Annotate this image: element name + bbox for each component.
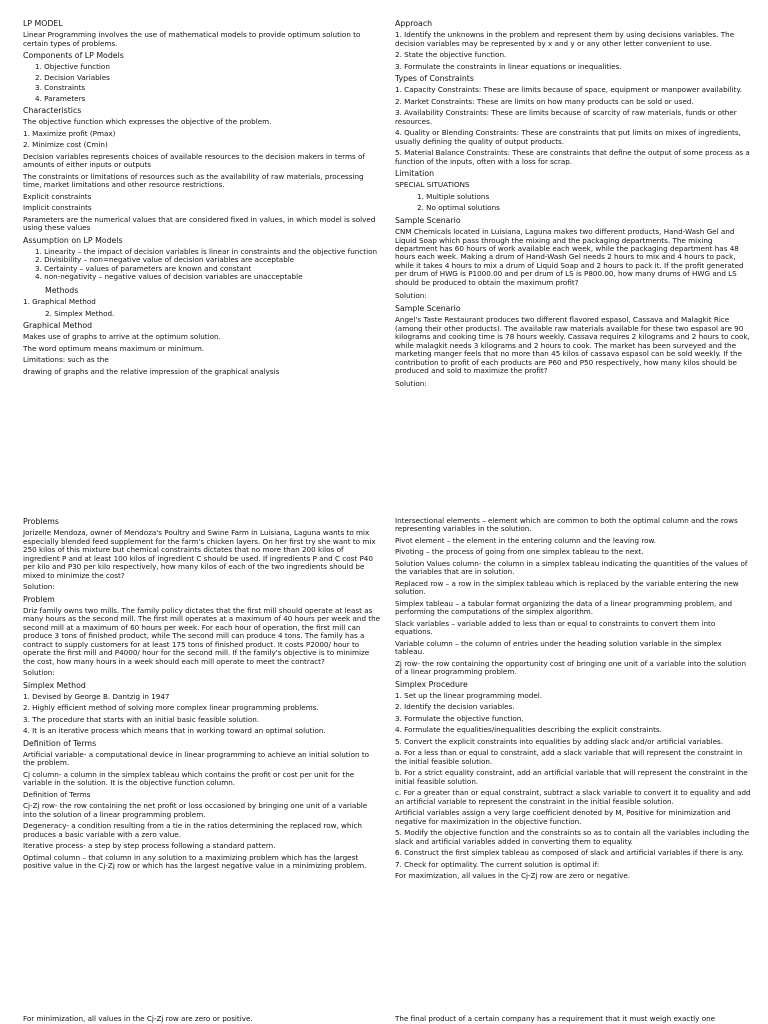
constraints-text: The constraints or limitations of resources such as the availability of raw materials, processing time, market limitations and other resource restrictions. [23,171,364,190]
slack-variables-text: Slack variables – variable added to less than or equal to constraints to convert them into equations. [395,618,716,637]
problem2-text: Driz family owns two mills. The family policy dictates that the first mill should operate at least as many hours as the second mill. The first mill operates at a maximum of 40 hours per week and the second mill at a maximum of 60 hours per week. For each hour of operation, the first mill can produce 3 tons of finished product, while The second mill can produce 4 tons. The family has a contract to supply customers for at least 175 tons of finished product. It costs P2000/ hour to operate the first mill and P4000/ hour for the second mill. If the family's objective is to minimize the cost, how many hours in a week should each mill operate to meet the contract? [23,605,381,666]
iterative-text: Iterative process- a step by step process following a standard pattern. [23,841,276,851]
assumptions-list [35,248,381,282]
maximize-text: 1. Maximize profit (Pmax) [23,128,116,138]
methods-heading: Methods [45,285,79,295]
procedure-step: 1. Set up the linear programming model. [395,690,543,700]
degeneracy-text: Degeneracy- a condition resulting from a tie in the ratios determining the replaced row, which produces a basic variable with a zero value. [23,821,362,839]
assumption-heading: Assumption on LP Models [23,235,123,245]
artificial-variable-text: Artificial variable- a computational device in linear programming to achieve an initial solution to the problem. [23,749,370,768]
lp-model-section [23,19,381,379]
cj-column-text: Cj column- a column in the simplex tableau which contains the profit or cost per unit for the variable in the solution. It is the objective function column. [23,769,355,788]
replaced-row-text: Replaced row – a row in the simplex tableau which is replaced by the variable entering the new solution. [395,578,739,597]
cjzj-row-text: Cj-Zj row- the row containing the net profit or loss occasioned by bringing one unit of a variable into the solution of a linear programming problem. [23,801,368,819]
footer-left-text: For minimization, all values in the Cj-Zj row are zero or positive. [23,1014,253,1023]
characteristics-heading: Characteristics [23,106,82,116]
problem2-solution: Solution: [23,668,55,678]
lp-intro: Linear Programming involves the use of mathematical models to provide optimum solution to certain types of problems. [23,30,361,48]
drawing-text: drawing of graphs and the relative impression of the graphical analysis [23,366,280,376]
special-situations: SPECIAL SITUATIONS [395,180,470,190]
types-heading: Types of Constraints [395,74,474,84]
pivot-text: Pivot element – the element in the entering column and the leaving row. [395,535,657,545]
artificial-m-text: Artificial variables assign a very large coefficient denoted by M, Positive for minimization and negative for maximization in the objective function. [395,808,731,826]
situation-item: 1. Multiple solutions [417,191,490,201]
simplex-heading: Simplex Method [23,680,86,690]
footer-right-text: The final product of a certain company has a requirement that it must weigh exactly one [395,1014,716,1023]
problem1-solution: Solution: [23,582,55,592]
explicit-constraints: Explicit constraints [23,191,92,201]
scenario1-heading: Sample Scenario [395,215,461,225]
pivoting-text: Pivoting – the process of going from one simplex tableau to the next. [395,547,644,557]
problem-heading: Problem [23,594,55,604]
terms-procedure-section [395,517,753,884]
simplex-point: 3. The procedure that starts with an initial basic feasible solution. [23,714,260,724]
list-item: 3. Certainty – values of parameters are known and constant [35,263,252,273]
procedure-step: 5. Convert the explicit constraints into equalities by adding slack and/or artificial variables. [395,736,724,746]
approach-section [395,19,753,392]
limitation-heading: Limitation [395,169,435,179]
constraint-type: 1. Capacity Constraints: These are limits because of space, equipment or manpower availability. [395,85,742,95]
intersectional-text: Intersectional elements – element which are common to both the optimal column and the rows representing variables in the solution. [395,516,738,534]
solution-values-text: Solution Values column- the column in a simplex tableau indicating the quantities of the values of the variables that are in solution. [395,558,748,577]
constraint-type: 5. Material Balance Constraints: These are constraints that define the output of some process as a function of the inputs, often with a loss for scrap. [395,148,750,166]
scenario2-heading: Sample Scenario [395,303,461,313]
problems-section [23,517,381,874]
scenario1-text: CNM Chemicals located in Luisiana, Laguna makes two different products, Hand-Wash Gel and Liquid Soap which pass through the mixing and the packaging departments. The mixing department has 60 hours of work available each week, while the packaging department has 48 hours each week. Making a drum of Hand-Wash Gel needs 2 hours to mix and 4 hours to pack, while it takes 4 hours to mix a drum of Liquid Soap and 2 hours to pack it. If the profit generated per drum of HWG is P1000.00 and per drum of LS is P800.00, how many drums of HWG and LS should be produced to obtain the maximum profit? [395,227,744,287]
implicit-constraints: Implicit constraints [23,203,92,213]
list-item: 1. Linearity – the impact of decision variables is linear in constraints and the objective function [35,246,378,256]
list-item: 2. Divisibility – non=negative value of decision variables are acceptable [35,255,295,265]
method-simplex: 2. Simplex Method. [45,308,115,318]
maximization-text: For maximization, all values in the Cj-Zj row are zero or negative. [395,871,631,881]
scenario1-solution: Solution: [395,291,427,301]
list-item: 4. Parameters [35,93,86,103]
objective-text: The objective function which expresses the objective of the problem. [23,117,272,127]
limitations-text: Limitations: such as the [23,355,109,365]
constraint-type: 2. Market Constraints: These are limits on how many products can be sold or used. [395,96,694,106]
procedure-step: 4. Formulate the equalities/inequalities describing the explicit constraints. [395,725,662,735]
list-item: 1. Objective function [35,62,110,72]
constraint-type: 4. Quality or Blending Constraints: These are constraints that put limits on mixes of ingredients, usually defining the quality of output products. [395,128,741,146]
list-item: 4. non-negativity – negative values of decision variables are unacceptable [35,272,303,282]
definition-heading: Definition of Terms [23,738,97,748]
list-item: 3. Constraints [35,83,86,93]
method-graphical: 1. Graphical Method [23,297,96,307]
procedure-step-6: 6. Construct the first simplex tableau as composed of slack and artificial variables if there is any. [395,848,744,858]
approach-step: 3. Formulate the constraints in linear equations or inequalities. [395,61,622,71]
scenario2-text: Angel's Taste Restaurant produces two different flavored espasol, Cassava and Malagkit Rice (among their other products). The available raw materials available for these two espasol are 90 kilograms and cooking time is 78 hours weekly. Cassava requires 2 kilograms and 2 hours to cook, while malagkit needs 3 kilograms and 2 hours to cook. The market has been surveyed and the marketing manger feels that no more than 45 kilos of cassava espasol can be sold weekly. If the contribution to profit of each products are P60 and P50 respectively, how many kilos should be produced and sold to maximize the profit? [395,315,750,375]
lp-model-title: LP MODEL [23,19,63,28]
procedure-step-c: c. For a greater than or equal constraint, subtract a slack variable to convert it to equality and add an artificial variable to represent the constraint in the initial feasible solution. [395,788,751,806]
procedure-step: 3. Formulate the objective function. [395,713,524,723]
problem1-text: Jorizelle Mendoza, owner of Mendoza's Poultry and Swine Farm in Luisiana, Laguna wants to mix especially blended feed supplement for the farm's chicken layers. On her first try she want to mix 250 kilos of this mixture but chemical constraints dictates that no more than 200 kilos of ingredient P and at least 100 kilos of ingredient C should be used. If ingredients P and C cost P40 per kilo and P30 per kilo respectively, how many kilos of each of the two ingredients should be mixed to minimize the cost? [23,528,376,580]
procedure-step: 2. Identify the decision variables. [395,702,515,712]
simplex-point: 1. Devised by George B. Dantzig in 1947 [23,691,170,701]
minimize-text: 2. Minimize cost (Cmin) [23,140,108,150]
situation-item: 2. No optimal solutions [417,203,500,213]
problems-heading: Problems [23,517,59,526]
approach-heading: Approach [395,19,433,28]
procedure-step-5: 5. Modify the objective function and the constraints so as to contain all the variables including the slack and artificial variables added in converting them to equality. [395,828,750,846]
approach-step: 2. State the objective function. [395,50,507,60]
procedure-step-7: 7. Check for optimality. The current solution is optimal if: [395,859,600,869]
simplex-point: 4. It is an iterative process which means that in working toward an optimal solution. [23,726,326,736]
scenario2-solution: Solution: [395,379,427,389]
zj-row-text: Zj row- the row containing the opportunity cost of bringing one unit of a variable into the solution of a linear programming problem. [395,658,746,677]
optimal-column-text: Optimal column – that column in any solution to a maximizing problem which has the largest positive value in the Cj-Zj row or which has the largest negative value in a minimizing problem. [23,852,367,871]
graphical-text: Makes use of graphs to arrive at the optimum solution. [23,332,221,342]
constraint-type: 3. Availability Constraints: These are limits because of scarcity of raw materials, funds or other resources. [395,108,737,126]
optimum-text: The word optimum means maximum or minimum. [23,343,205,353]
parameters-text: Parameters are the numerical values that are considered fixed in values, in which model is solved using these values [23,214,376,233]
decision-variables-text: Decision variables represents choices of available resources to the decision makers in terms of amounts of either inputs or outputs [23,151,365,170]
procedure-heading: Simplex Procedure [395,679,468,689]
procedure-step-a: a. For a less than or equal to constraint, add a slack variable that will represent the constraint in the initial feasible solution. [395,748,743,766]
simplex-tableau-text: Simplex tableau – a tabular format organizing the data of a linear programming problem, and performing the computations of the simplex algorithm. [395,598,733,617]
procedure-step-b: b. For a strict equality constraint, add an artificial variable that will represent the constraint in the initial feasible solution. [395,768,748,786]
approach-step: 1. Identify the unknowns in the problem and represent them by using decisions variables. The decision variables may be represented by x and y or any other letter convenient to use. [395,30,735,48]
simplex-point: 2. Highly efficient method of solving more complex linear programming problems. [23,703,319,713]
variable-column-text: Variable column – the column of entries under the heading solution variable in the simplex tableau. [395,638,722,657]
components-list [35,63,381,103]
definition-heading-2: Definition of Terms [23,789,91,799]
graphical-heading: Graphical Method [23,321,93,331]
list-item: 2. Decision Variables [35,72,110,82]
components-heading: Components of LP Models [23,51,124,61]
